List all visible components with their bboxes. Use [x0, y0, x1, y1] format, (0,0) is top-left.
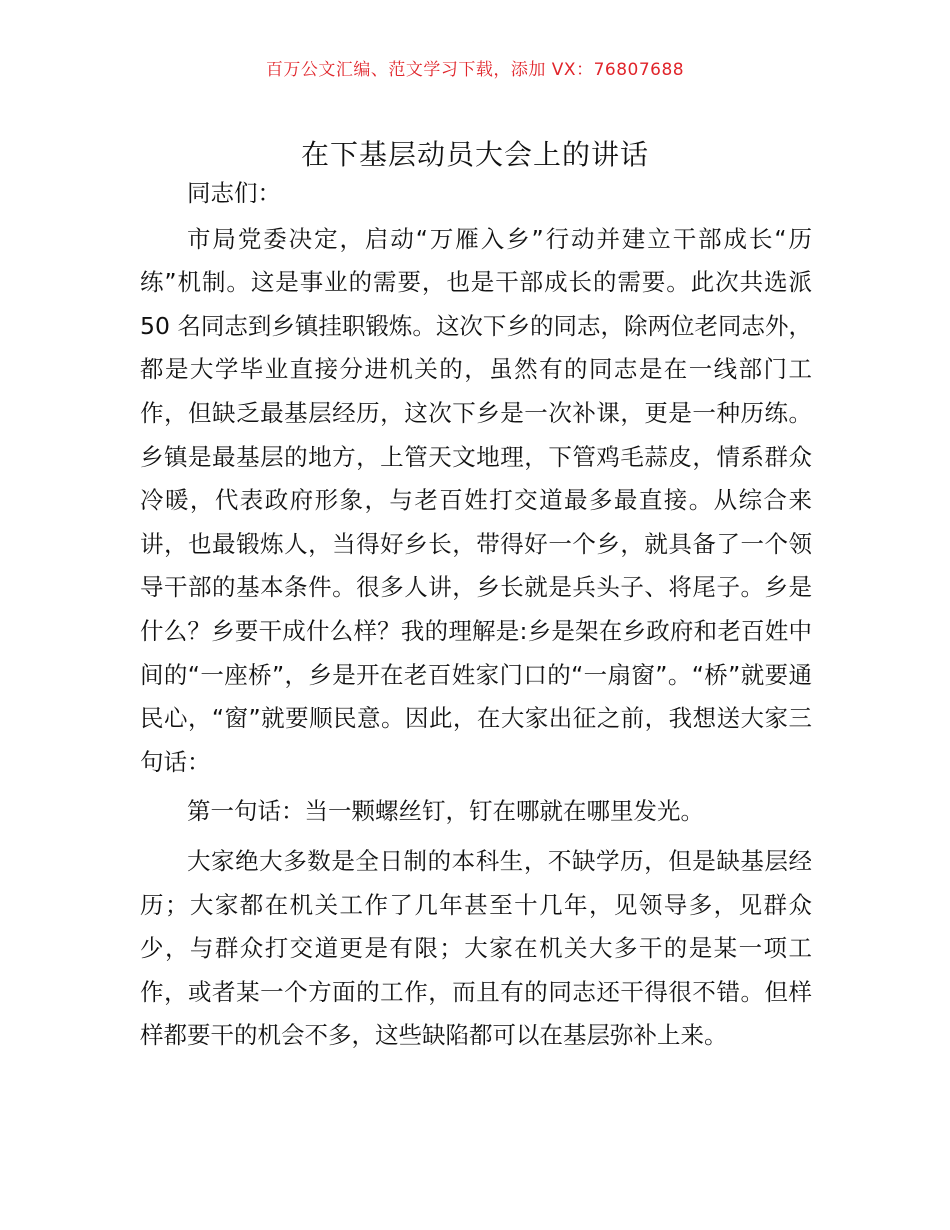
- paragraph-1: 市局党委决定，启动“万雁入乡”行动并建立干部成长“历练”机制。这是事业的需要，也是干部成长的需要。此次共选派 50 名同志到乡镇挂职锻炼。这次下乡的同志，除两位老同志外，都是大学毕业直接分进机关的，虽然有的同志是在一线部门工作，但缺乏最基层经历，这次下乡是一次补课，更是一种历练。乡镇是最基层的地方，上管天文地理，下管鸡毛蒜皮，情系群众冷暖，代表政府形象，与老百姓打交道最多最直接。从综合来讲，也最锻炼人，当得好乡长，带得好一个乡，就具备了一个领导干部的基本条件。很多人讲，乡长就是兵头子、将尾子。乡是什么？乡要干成什么样？我的理解是:乡是架在乡政府和老百姓中间的“一座桥”，乡是开在老百姓家门口的“一扇窗”。“桥”就要通民心，“窗”就要顺民意。因此，在大家出征之前，我想送大家三句话：: [140, 224, 812, 776]
- document-title: 在下基层动员大会上的讲话: [300, 137, 649, 171]
- paragraph-3: 大家绝大多数是全日制的本科生，不缺学历，但是缺基层经历；大家都在机关工作了几年甚至十几年，见领导多，见群众少，与群众打交道更是有限；大家在机关大多干的是某一项工作，或者某一个方面的工作，而且有的同志还干得很不错。但样样都要干的机会不多，这些缺陷都可以在基层弥补上来。: [140, 846, 812, 1050]
- paragraph-2: 第一句话：当一颗螺丝钉，钉在哪就在哪里发光。: [187, 797, 704, 826]
- salutation: 同志们：: [187, 179, 281, 207]
- document-body: [140, 172, 812, 1058]
- header-watermark: 百万公文汇编、范文学习下载，添加 VX：76807688: [265, 60, 685, 80]
